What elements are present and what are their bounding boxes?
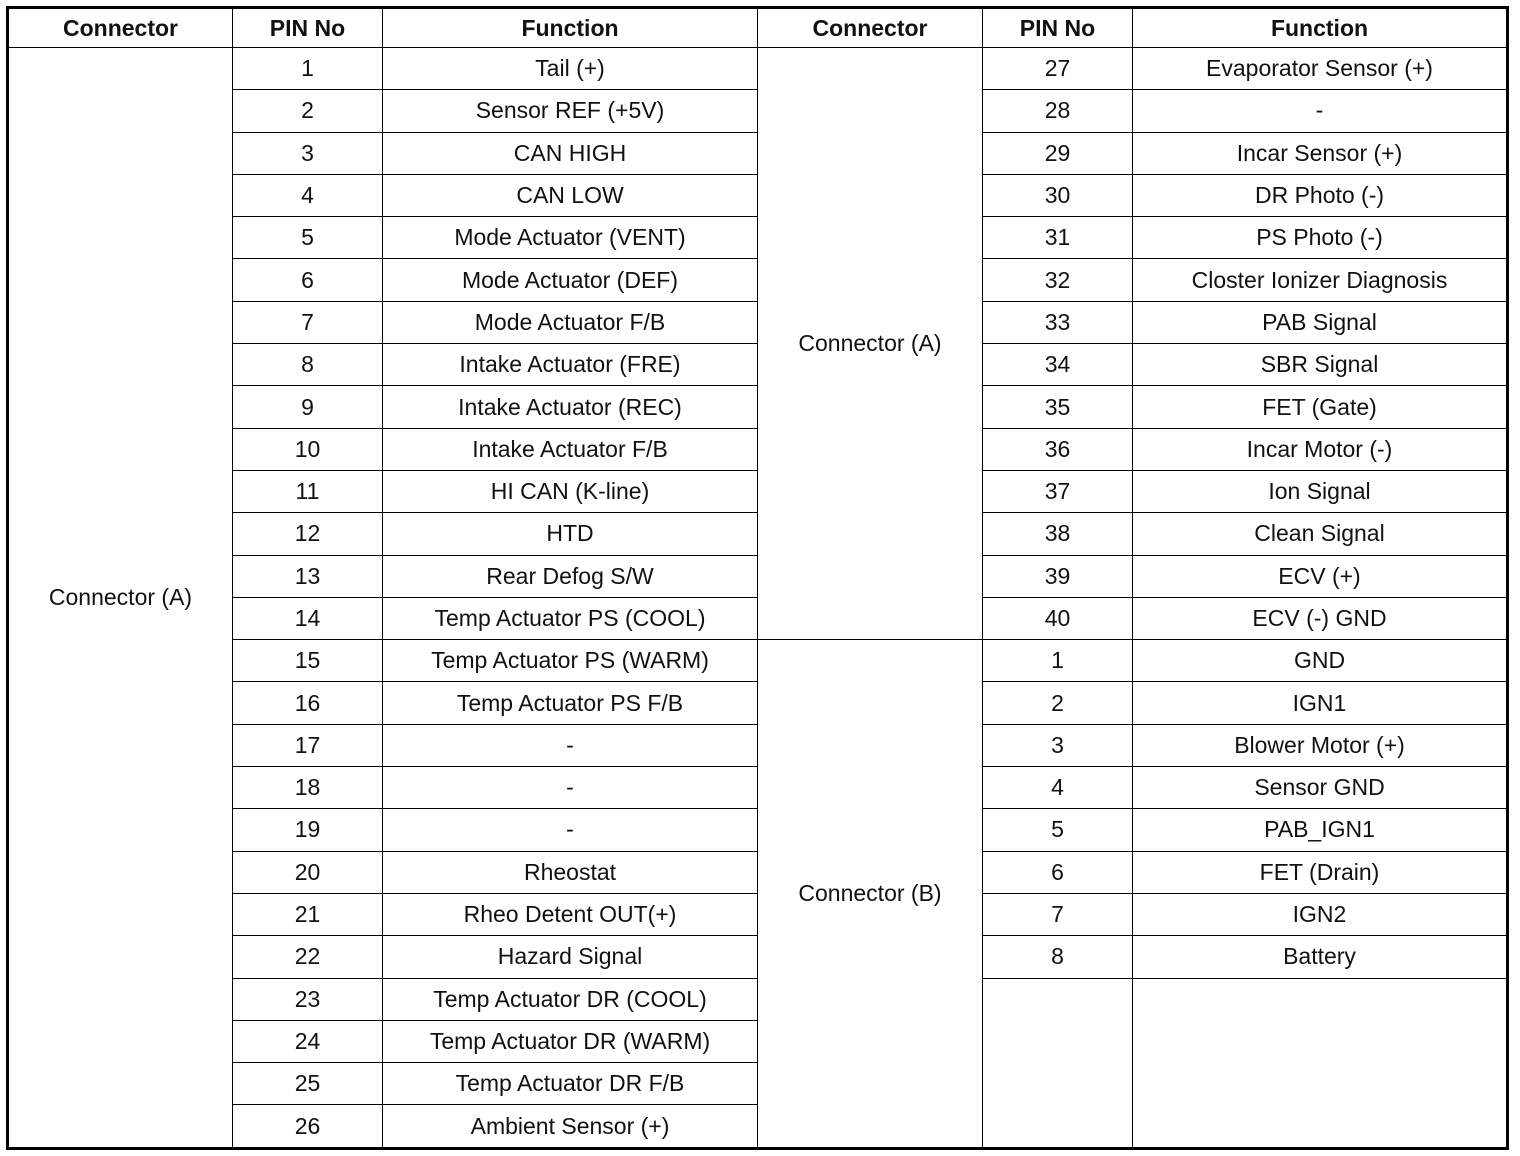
function-cell: FET (Gate) (1133, 386, 1508, 428)
pin-cell: 39 (983, 555, 1133, 597)
pin-cell: 5 (983, 809, 1133, 851)
connector-cell-right-b: Connector (B) (758, 640, 983, 1149)
function-cell: - (383, 724, 758, 766)
pin-cell: 19 (233, 809, 383, 851)
header-function-right: Function (1133, 8, 1508, 48)
header-connector-left: Connector (8, 8, 233, 48)
header-function-left: Function (383, 8, 758, 48)
pin-cell: 3 (983, 724, 1133, 766)
pin-cell: 26 (233, 1105, 383, 1149)
table-row (8, 640, 1508, 682)
pin-cell: 7 (233, 301, 383, 343)
pin-cell: 30 (983, 174, 1133, 216)
pin-cell: 6 (983, 851, 1133, 893)
function-cell: Intake Actuator (REC) (383, 386, 758, 428)
header-row (8, 8, 1508, 48)
function-cell: Closter Ionizer Diagnosis (1133, 259, 1508, 301)
function-cell: Intake Actuator (FRE) (383, 344, 758, 386)
pin-cell: 5 (233, 217, 383, 259)
pin-cell: 12 (233, 513, 383, 555)
table-row (8, 48, 1508, 90)
pin-cell: 31 (983, 217, 1133, 259)
pin-cell: 10 (233, 428, 383, 470)
pin-cell: 8 (233, 344, 383, 386)
pin-cell: 2 (983, 682, 1133, 724)
function-cell: Mode Actuator (VENT) (383, 217, 758, 259)
function-cell: Hazard Signal (383, 936, 758, 978)
function-cell: PAB_IGN1 (1133, 809, 1508, 851)
function-cell: IGN1 (1133, 682, 1508, 724)
pin-cell: 20 (233, 851, 383, 893)
pin-cell: 17 (233, 724, 383, 766)
header-pin-left: PIN No (233, 8, 383, 48)
pin-cell: 28 (983, 90, 1133, 132)
function-cell: IGN2 (1133, 893, 1508, 935)
header-connector-right: Connector (758, 8, 983, 48)
function-cell: Rheostat (383, 851, 758, 893)
function-cell: Temp Actuator DR (COOL) (383, 978, 758, 1020)
function-cell: - (383, 767, 758, 809)
function-cell: HTD (383, 513, 758, 555)
function-cell: PAB Signal (1133, 301, 1508, 343)
pin-cell: 4 (233, 174, 383, 216)
function-cell: Incar Motor (-) (1133, 428, 1508, 470)
function-cell: Temp Actuator DR F/B (383, 1063, 758, 1105)
pin-cell: 1 (983, 640, 1133, 682)
pin-cell: 4 (983, 767, 1133, 809)
function-cell: ECV (-) GND (1133, 597, 1508, 639)
function-cell: Mode Actuator (DEF) (383, 259, 758, 301)
pin-cell: 2 (233, 90, 383, 132)
function-cell: Temp Actuator PS F/B (383, 682, 758, 724)
pin-cell: 14 (233, 597, 383, 639)
pin-cell: 38 (983, 513, 1133, 555)
pin-cell: 36 (983, 428, 1133, 470)
function-cell: - (383, 809, 758, 851)
function-cell: GND (1133, 640, 1508, 682)
pin-cell: 35 (983, 386, 1133, 428)
function-cell: Incar Sensor (+) (1133, 132, 1508, 174)
header-pin-right: PIN No (983, 8, 1133, 48)
connector-cell-left: Connector (A) (8, 48, 233, 1149)
function-cell: Rheo Detent OUT(+) (383, 893, 758, 935)
function-cell: Battery (1133, 936, 1508, 978)
function-cell: Blower Motor (+) (1133, 724, 1508, 766)
function-cell: DR Photo (-) (1133, 174, 1508, 216)
function-cell: FET (Drain) (1133, 851, 1508, 893)
function-cell: Ambient Sensor (+) (383, 1105, 758, 1149)
pin-cell: 27 (983, 48, 1133, 90)
function-cell: Tail (+) (383, 48, 758, 90)
pin-cell: 24 (233, 1020, 383, 1062)
function-cell: CAN HIGH (383, 132, 758, 174)
pin-cell: 25 (233, 1063, 383, 1105)
function-cell: Temp Actuator PS (WARM) (383, 640, 758, 682)
pin-cell: 15 (233, 640, 383, 682)
function-cell: Sensor REF (+5V) (383, 90, 758, 132)
pin-cell: 18 (233, 767, 383, 809)
pin-cell: 3 (233, 132, 383, 174)
function-cell: Temp Actuator PS (COOL) (383, 597, 758, 639)
function-cell: Rear Defog S/W (383, 555, 758, 597)
function-cell: Evaporator Sensor (+) (1133, 48, 1508, 90)
function-cell: Intake Actuator F/B (383, 428, 758, 470)
function-cell: - (1133, 90, 1508, 132)
empty-function-cell (1133, 978, 1508, 1148)
pin-cell: 8 (983, 936, 1133, 978)
function-cell: Temp Actuator DR (WARM) (383, 1020, 758, 1062)
function-cell: Sensor GND (1133, 767, 1508, 809)
pin-cell: 32 (983, 259, 1133, 301)
pin-cell: 16 (233, 682, 383, 724)
pin-cell: 7 (983, 893, 1133, 935)
pin-cell: 11 (233, 470, 383, 512)
pin-cell: 40 (983, 597, 1133, 639)
function-cell: ECV (+) (1133, 555, 1508, 597)
pin-cell: 33 (983, 301, 1133, 343)
connector-cell-right-a: Connector (A) (758, 48, 983, 640)
pin-cell: 22 (233, 936, 383, 978)
pin-cell: 21 (233, 893, 383, 935)
table-body (8, 48, 1508, 1149)
connector-pin-table (6, 6, 1509, 1150)
function-cell: CAN LOW (383, 174, 758, 216)
function-cell: Ion Signal (1133, 470, 1508, 512)
function-cell: HI CAN (K-line) (383, 470, 758, 512)
pin-cell: 1 (233, 48, 383, 90)
pin-cell: 9 (233, 386, 383, 428)
pin-cell: 23 (233, 978, 383, 1020)
pin-cell: 13 (233, 555, 383, 597)
pin-cell: 34 (983, 344, 1133, 386)
pin-cell: 6 (233, 259, 383, 301)
pin-cell: 37 (983, 470, 1133, 512)
function-cell: SBR Signal (1133, 344, 1508, 386)
function-cell: PS Photo (-) (1133, 217, 1508, 259)
function-cell: Clean Signal (1133, 513, 1508, 555)
pin-cell: 29 (983, 132, 1133, 174)
empty-pin-cell (983, 978, 1133, 1148)
function-cell: Mode Actuator F/B (383, 301, 758, 343)
